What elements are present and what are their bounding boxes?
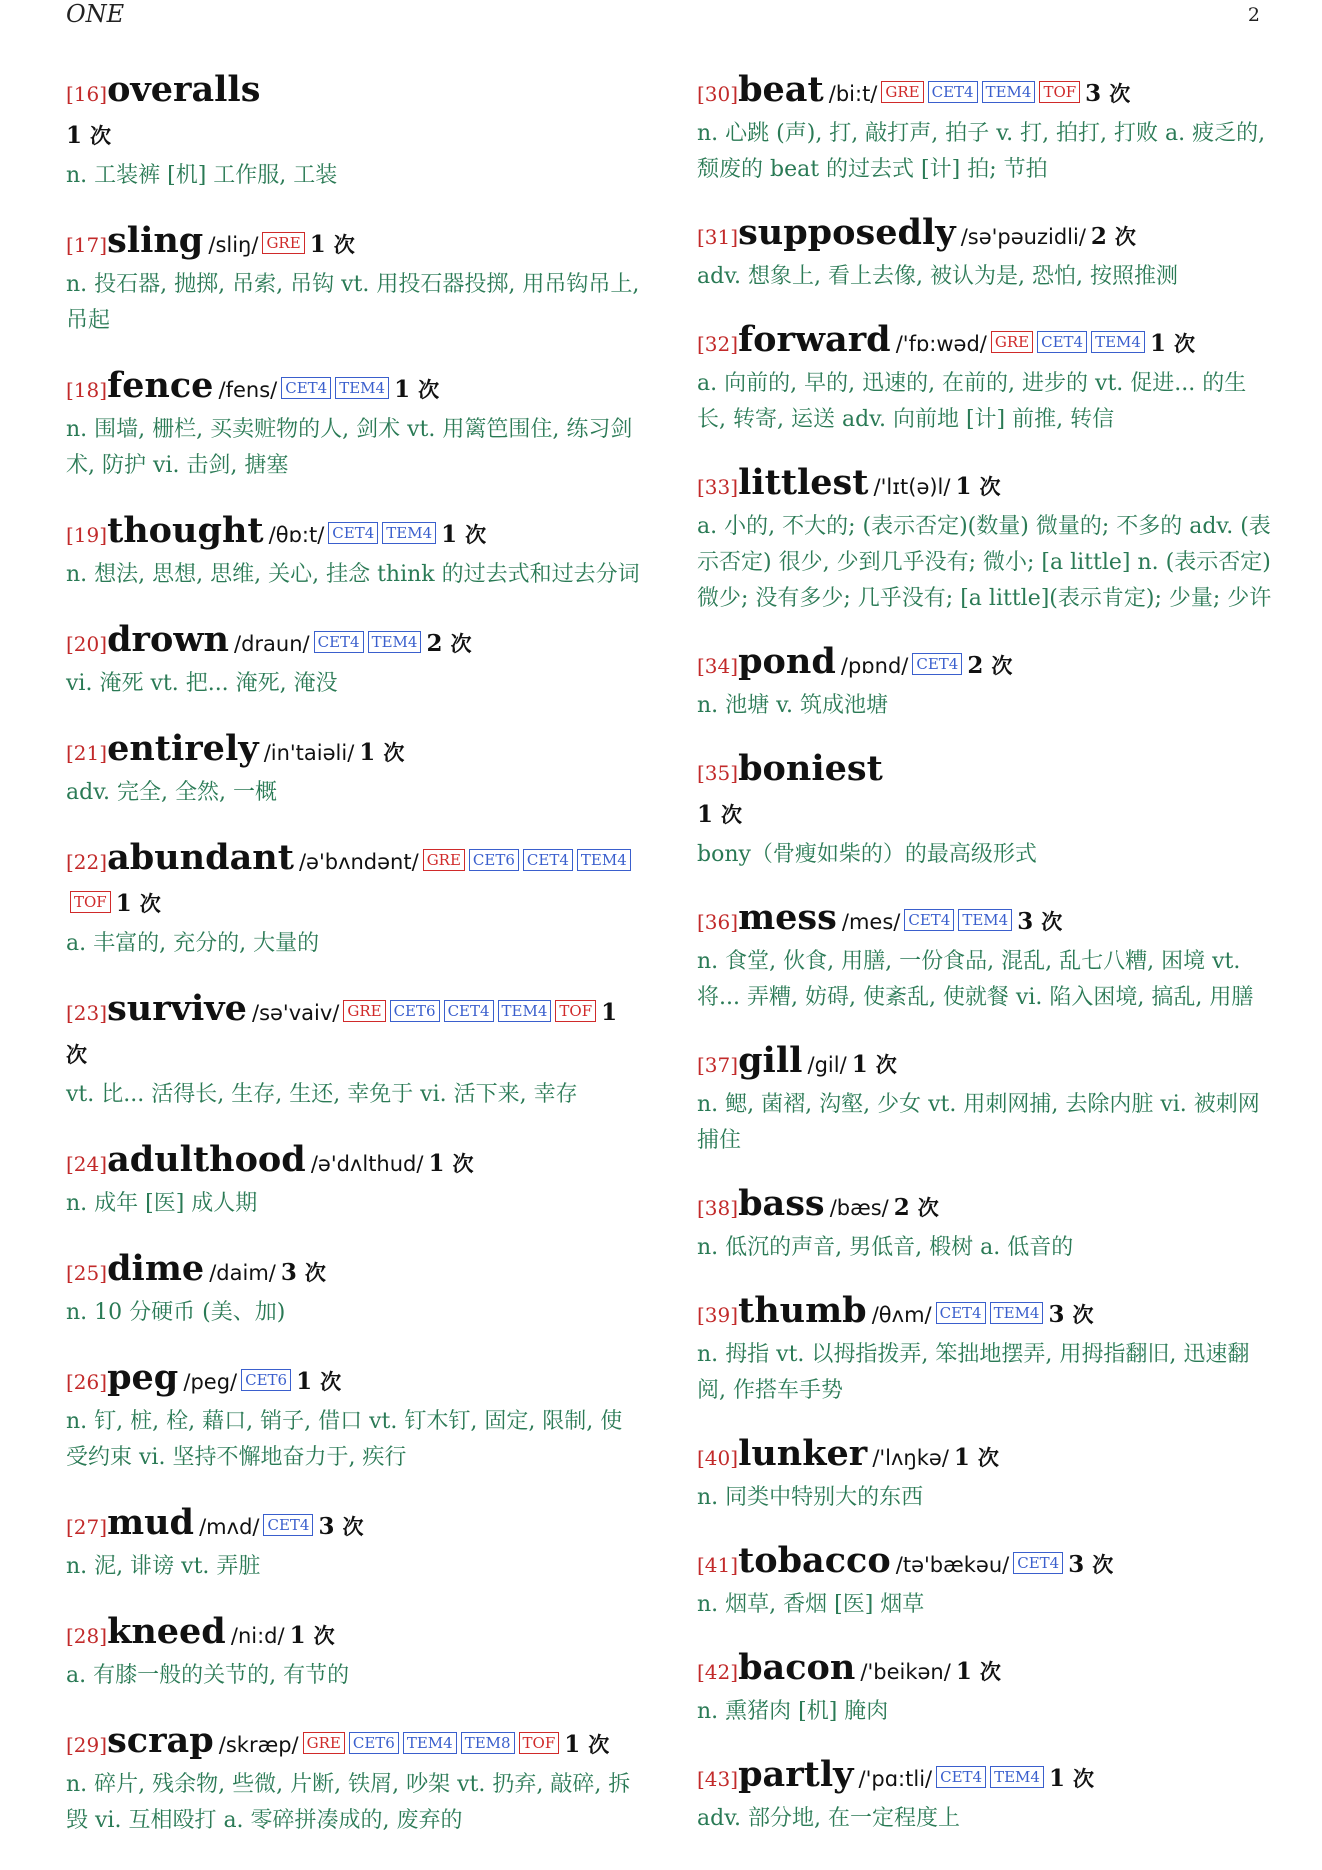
definition: n. 食堂, 伙食, 用膳, 一份食品, 混乱, 乱七八糟, 困境 vt. 将... 弄糟, 妨碍, 使紊乱, 使就餐 vi. 陷入困境, 搞乱, 用膳 — [697, 949, 1254, 1010]
entry-head — [697, 1434, 1275, 1480]
definition: n. 成年 [医] 成人期 — [66, 1191, 258, 1216]
entry-head — [697, 463, 1275, 509]
definition: n. 池塘 v. 筑成池塘 — [697, 693, 888, 718]
count-unit: 次 — [1092, 1552, 1114, 1577]
exam-tag: TEM4 — [382, 522, 436, 544]
headword: drown — [107, 619, 229, 660]
entry-number: [39] — [697, 1303, 739, 1327]
count-unit: 次 — [320, 1369, 342, 1394]
headword: forward — [738, 319, 891, 360]
count-unit: 次 — [66, 1042, 87, 1067]
definition: adv. 部分地, 在一定程度上 — [697, 1806, 960, 1831]
entry-number: [42] — [697, 1660, 739, 1684]
headword: abundant — [107, 837, 294, 878]
count-value: 1 — [296, 1368, 313, 1395]
count-unit: 次 — [917, 1195, 939, 1220]
count-value: 1 — [115, 890, 132, 917]
count-unit: 次 — [1072, 1766, 1094, 1791]
entry-head — [697, 898, 1275, 944]
vocab-entry — [66, 221, 641, 339]
entry-head — [697, 213, 1275, 259]
definition: adv. 完全, 全然, 一概 — [66, 780, 277, 805]
definition: n. 拇指 vt. 以拇指拨弄, 笨拙地摆弄, 用拇指翻旧, 迅速翻阅, 作搭车手势 — [697, 1342, 1250, 1403]
phonetic: /gil/ — [807, 1053, 847, 1077]
vocab-entry — [66, 1249, 641, 1331]
count-unit: 次 — [875, 1052, 897, 1077]
entry-number: [19] — [66, 523, 108, 547]
count-value: 1 — [955, 473, 972, 500]
headword: pond — [738, 641, 836, 682]
definition: n. 钉, 桩, 栓, 藉口, 销子, 借口 vt. 钉木钉, 固定, 限制, 使受约束 vi. 坚持不懈地奋力于, 疾行 — [66, 1409, 623, 1470]
entry-number: [37] — [697, 1053, 739, 1077]
entry-head — [66, 511, 641, 557]
entry-number: [36] — [697, 910, 739, 934]
entry-number: [33] — [697, 475, 739, 499]
headword: gill — [738, 1040, 803, 1081]
count-unit: 次 — [721, 802, 743, 827]
headword: mud — [107, 1502, 195, 1543]
entry-head — [697, 1184, 1275, 1230]
exam-tag: TEM4 — [982, 81, 1036, 103]
entry-head — [697, 642, 1275, 688]
phonetic: /θʌm/ — [871, 1303, 932, 1327]
count-unit: 次 — [991, 653, 1013, 678]
definition: n. 同类中特别大的东西 — [697, 1485, 924, 1510]
definition: n. 工装裤 [机] 工作服, 工装 — [66, 163, 338, 188]
phonetic: /'fɒ:wəd/ — [895, 332, 987, 356]
count-unit: 次 — [452, 1151, 474, 1176]
occurrence-count — [66, 122, 111, 149]
vocab-entry — [697, 1541, 1275, 1623]
count-unit: 次 — [333, 232, 355, 257]
entry-number: [21] — [66, 741, 108, 765]
count-unit: 次 — [342, 1514, 364, 1539]
exam-tag: TEM4 — [577, 849, 631, 871]
occurrence-count — [1048, 1301, 1093, 1328]
entry-head — [66, 1358, 641, 1404]
phonetic: /draun/ — [234, 632, 310, 656]
definition: a. 有膝一般的关节的, 有节的 — [66, 1663, 350, 1688]
entry-head — [66, 221, 641, 267]
count-value: 3 — [1068, 1551, 1085, 1578]
occurrence-count — [310, 231, 355, 258]
entry-head — [697, 320, 1275, 366]
phonetic: /'pɑ:tli/ — [858, 1767, 933, 1791]
entry-number: [29] — [66, 1733, 108, 1757]
definition: n. 想法, 思想, 思维, 关心, 挂念 think 的过去式和过去分词 — [66, 562, 640, 587]
occurrence-count — [894, 1194, 939, 1221]
count-unit: 次 — [139, 891, 161, 916]
exam-tag: CET4 — [328, 522, 378, 544]
entry-head — [66, 989, 641, 1077]
entry-number: [27] — [66, 1515, 108, 1539]
entry-number: [38] — [697, 1196, 739, 1220]
entry-number: [32] — [697, 332, 739, 356]
headword: bacon — [738, 1647, 856, 1688]
phonetic: /in'taiəli/ — [263, 741, 355, 765]
vocab-entry — [66, 366, 641, 484]
count-unit: 次 — [977, 1445, 999, 1470]
occurrence-count — [318, 1513, 363, 1540]
entry-number: [24] — [66, 1152, 108, 1176]
entry-number: [26] — [66, 1370, 108, 1394]
occurrence-count — [1068, 1551, 1113, 1578]
phonetic: /bæs/ — [829, 1196, 889, 1220]
count-value: 1 — [309, 231, 326, 258]
entry-head — [66, 1503, 641, 1549]
headword: thumb — [738, 1290, 867, 1331]
headword: survive — [107, 988, 247, 1029]
occurrence-count — [954, 1444, 999, 1471]
exam-tag: GRE — [991, 331, 1033, 353]
definition: a. 向前的, 早的, 迅速的, 在前的, 进步的 vt. 促进... 的生长, 转寄, 运送 adv. 向前地 [计] 前推, 转信 — [697, 371, 1247, 432]
count-value: 3 — [1048, 1301, 1065, 1328]
count-unit: 次 — [418, 377, 440, 402]
phonetic: /sliŋ/ — [208, 233, 259, 257]
occurrence-count — [1017, 908, 1062, 935]
count-line — [66, 116, 641, 158]
entry-number: [43] — [697, 1767, 739, 1791]
vocab-entry — [697, 1755, 1275, 1837]
count-value: 1 — [289, 1622, 306, 1649]
entry-number: [20] — [66, 632, 108, 656]
exam-tag: CET4 — [523, 849, 573, 871]
vocab-entry — [697, 1434, 1275, 1516]
exam-tag: GRE — [303, 1732, 345, 1754]
vocab-entry — [697, 642, 1275, 724]
count-value: 1 — [428, 1150, 445, 1177]
exam-tag: TEM8 — [461, 1732, 515, 1754]
phonetic: /daim/ — [209, 1261, 276, 1285]
phonetic: /ə'dʌlthud/ — [310, 1152, 424, 1176]
count-unit: 次 — [588, 1732, 610, 1757]
count-value: 1 — [601, 999, 618, 1026]
headword: supposedly — [738, 212, 956, 253]
exam-tag: CET4 — [912, 653, 962, 675]
count-unit: 次 — [1109, 81, 1131, 106]
definition: adv. 想象上, 看上去像, 被认为是, 恐怕, 按照推测 — [697, 264, 1178, 289]
vocab-entry — [66, 1721, 641, 1839]
phonetic: /mes/ — [841, 910, 901, 934]
count-value: 2 — [426, 630, 443, 657]
occurrence-count — [290, 1622, 335, 1649]
header-title: ONE — [66, 0, 125, 28]
entry-head — [66, 70, 641, 116]
vocab-entry — [66, 1140, 641, 1222]
entry-number: [31] — [697, 225, 739, 249]
vocab-entry — [66, 1612, 641, 1694]
exam-tag: TEM4 — [1091, 331, 1145, 353]
exam-tag: CET6 — [469, 849, 519, 871]
vocab-entry — [66, 838, 641, 962]
count-unit: 次 — [90, 123, 112, 148]
entry-head — [697, 1541, 1275, 1587]
vocab-entry — [697, 1291, 1275, 1409]
headword: littlest — [738, 462, 869, 503]
occurrence-count — [281, 1259, 326, 1286]
vocab-entry — [697, 213, 1275, 295]
occurrence-count — [428, 1150, 473, 1177]
exam-tag: GRE — [343, 1000, 385, 1022]
entry-number: [18] — [66, 378, 108, 402]
headword: scrap — [107, 1720, 214, 1761]
occurrence-count — [956, 1658, 1001, 1685]
definition: n. 鳃, 菌褶, 沟壑, 少女 vt. 用刺网捕, 去除内脏 vi. 被刺网捕住 — [697, 1092, 1260, 1153]
exam-tag: GRE — [881, 81, 923, 103]
count-unit: 次 — [979, 1659, 1001, 1684]
exam-tag: TOF — [555, 1000, 596, 1022]
exam-tag: TEM4 — [335, 377, 389, 399]
phonetic: /fens/ — [218, 378, 278, 402]
definition: vi. 淹死 vt. 把... 淹死, 淹没 — [66, 671, 338, 696]
count-value: 2 — [1090, 223, 1107, 250]
occurrence-count — [955, 473, 1000, 500]
entry-number: [28] — [66, 1624, 108, 1648]
occurrence-count — [116, 890, 161, 917]
entry-head — [66, 1140, 641, 1186]
count-value: 3 — [1017, 908, 1034, 935]
phonetic: /mʌd/ — [199, 1515, 260, 1539]
count-value: 2 — [893, 1194, 910, 1221]
occurrence-count — [426, 630, 471, 657]
vocab-entry — [66, 729, 641, 811]
phonetic: /'lʌŋkə/ — [872, 1446, 949, 1470]
vocab-entry — [66, 1503, 641, 1585]
headword: fence — [107, 365, 214, 406]
count-unit: 次 — [304, 1260, 326, 1285]
vocab-entry — [697, 1648, 1275, 1730]
exam-tag: TEM4 — [403, 1732, 457, 1754]
vocab-entry — [697, 463, 1275, 617]
occurrence-count — [359, 739, 404, 766]
headword: thought — [107, 510, 264, 551]
phonetic: /sə'pəuzidli/ — [960, 225, 1086, 249]
occurrence-count — [967, 652, 1012, 679]
phonetic: /'beikən/ — [860, 1660, 951, 1684]
exam-tag: TOF — [1039, 81, 1080, 103]
headword: partly — [738, 1754, 854, 1795]
entry-head — [66, 366, 641, 412]
phonetic: /peg/ — [183, 1370, 238, 1394]
vocab-entry — [697, 1184, 1275, 1266]
exam-tag: CET4 — [1037, 331, 1087, 353]
headword: dime — [107, 1248, 205, 1289]
phonetic: /'lɪt(ə)l/ — [873, 475, 951, 499]
vocab-entry — [697, 898, 1275, 1016]
count-value: 1 — [955, 1658, 972, 1685]
count-unit: 次 — [979, 474, 1001, 499]
exam-tag: CET4 — [281, 377, 331, 399]
entry-number: [41] — [697, 1553, 739, 1577]
entry-head — [66, 620, 641, 666]
entry-number: [16] — [66, 82, 108, 106]
phonetic: /tə'bækəu/ — [895, 1553, 1010, 1577]
exam-tag: CET4 — [904, 909, 954, 931]
exam-tag: GRE — [262, 232, 304, 254]
definition: n. 心跳 (声), 打, 敲打声, 拍子 v. 打, 拍打, 打败 a. 疲乏的, 颓废的 beat 的过去式 [计] 拍; 节拍 — [697, 121, 1266, 182]
entry-number: [40] — [697, 1446, 739, 1470]
vocab-entry — [66, 511, 641, 593]
phonetic: /pɒnd/ — [840, 654, 909, 678]
exam-tag: TEM4 — [368, 631, 422, 653]
entry-head — [697, 70, 1275, 116]
count-value: 1 — [66, 122, 83, 149]
count-unit: 次 — [1041, 909, 1063, 934]
count-value: 1 — [953, 1444, 970, 1471]
headword: mess — [738, 897, 837, 938]
count-value: 1 — [851, 1051, 868, 1078]
occurrence-count — [564, 1731, 609, 1758]
occurrence-count — [1091, 223, 1136, 250]
headword: adulthood — [107, 1139, 306, 1180]
headword: boniest — [738, 748, 883, 789]
count-line — [697, 795, 1275, 837]
vocab-entry — [697, 320, 1275, 438]
count-unit: 次 — [450, 631, 472, 656]
definition: n. 围墙, 栅栏, 买卖赃物的人, 剑术 vt. 用篱笆围住, 练习剑术, 防护 vi. 击剑, 搪塞 — [66, 417, 633, 478]
entry-head — [66, 729, 641, 775]
exam-tag: CET4 — [1013, 1552, 1063, 1574]
headword: entirely — [107, 728, 259, 769]
entry-number: [30] — [697, 82, 739, 106]
headword: tobacco — [738, 1540, 891, 1581]
entry-number: [34] — [697, 654, 739, 678]
phonetic: /θɒ:t/ — [268, 523, 325, 547]
count-value: 2 — [967, 652, 984, 679]
vocab-entry — [66, 989, 641, 1113]
definition: n. 泥, 诽谤 vt. 弄脏 — [66, 1554, 261, 1579]
occurrence-count — [1049, 1765, 1094, 1792]
headword: lunker — [738, 1433, 868, 1474]
phonetic: /ə'bʌndənt/ — [298, 850, 419, 874]
exam-tag: TEM4 — [990, 1302, 1044, 1324]
count-value: 3 — [280, 1259, 297, 1286]
definition: n. 投石器, 抛掷, 吊索, 吊钩 vt. 用投石器投掷, 用吊钩吊上, 吊起 — [66, 272, 640, 333]
exam-tag: TEM4 — [958, 909, 1012, 931]
headword: bass — [738, 1183, 825, 1224]
count-unit: 次 — [465, 522, 487, 547]
count-unit: 次 — [1072, 1302, 1094, 1327]
occurrence-count — [296, 1368, 341, 1395]
occurrence-count — [697, 801, 742, 828]
exam-tag: CET4 — [936, 1302, 986, 1324]
exam-tag: CET4 — [936, 1766, 986, 1788]
occurrence-count — [1150, 330, 1195, 357]
definition: n. 烟草, 香烟 [医] 烟草 — [697, 1592, 925, 1617]
occurrence-count — [394, 376, 439, 403]
entry-number: [23] — [66, 1001, 108, 1025]
phonetic: /sə'vaiv/ — [252, 1001, 340, 1025]
entry-head — [697, 1648, 1275, 1694]
right-column — [697, 70, 1275, 1862]
count-unit: 次 — [313, 1623, 335, 1648]
count-value: 1 — [697, 801, 714, 828]
left-column — [66, 70, 641, 1866]
definition: bony（骨瘦如柴的）的最高级形式 — [697, 842, 1037, 867]
exam-tag: CET4 — [314, 631, 364, 653]
count-value: 3 — [318, 1513, 335, 1540]
exam-tag: CET6 — [349, 1732, 399, 1754]
headword: peg — [107, 1357, 179, 1398]
entry-head — [66, 1721, 641, 1767]
entry-head — [697, 1291, 1275, 1337]
definition: vt. 比... 活得长, 生存, 生还, 幸免于 vi. 活下来, 幸存 — [66, 1082, 578, 1107]
vocab-entry — [697, 1041, 1275, 1159]
definition: a. 小的, 不大的; (表示否定)(数量) 微量的; 不多的 adv. (表示否定) 很少, 少到几乎没有; 微小; [a little] n. (表示否定) 微少; 没有多少; 几乎没有; [a little](表示肯定); 少量; 少许 — [697, 514, 1272, 611]
headword: kneed — [107, 1611, 226, 1652]
definition: n. 碎片, 残余物, 些微, 片断, 铁屑, 吵架 vt. 扔弃, 敲碎, 拆毁 vi. 互相殴打 a. 零碎拼凑成的, 废弃的 — [66, 1772, 631, 1833]
definition: a. 丰富的, 充分的, 大量的 — [66, 931, 320, 956]
entry-head — [66, 1249, 641, 1295]
count-value: 1 — [441, 521, 458, 548]
count-unit: 次 — [1173, 331, 1195, 356]
exam-tag: TEM4 — [990, 1766, 1044, 1788]
exam-tag: CET6 — [390, 1000, 440, 1022]
entry-number: [17] — [66, 233, 108, 257]
headword: beat — [738, 69, 824, 110]
entry-number: [35] — [697, 761, 739, 785]
vocab-entry — [66, 1358, 641, 1476]
page-number: 2 — [1247, 4, 1260, 26]
exam-tag: CET6 — [241, 1369, 291, 1391]
headword: overalls — [107, 69, 261, 110]
exam-tag: TOF — [70, 891, 111, 913]
vocab-entry — [697, 749, 1275, 873]
exam-tag: TEM4 — [498, 1000, 552, 1022]
exam-tag: CET4 — [928, 81, 978, 103]
entry-head — [697, 1041, 1275, 1087]
definition: n. 熏猪肉 [机] 腌肉 — [697, 1699, 889, 1724]
count-value: 1 — [394, 376, 411, 403]
definition: n. 10 分硬币 (美、加) — [66, 1300, 286, 1325]
entry-number: [22] — [66, 850, 108, 874]
phonetic: /bi:t/ — [828, 82, 878, 106]
occurrence-count — [1085, 80, 1130, 107]
count-unit: 次 — [383, 740, 405, 765]
count-value: 1 — [359, 739, 376, 766]
vocab-entry — [66, 70, 641, 194]
exam-tag: CET4 — [263, 1514, 313, 1536]
definition: n. 低沉的声音, 男低音, 椴树 a. 低音的 — [697, 1235, 1074, 1260]
count-value: 1 — [1149, 330, 1166, 357]
entry-head — [66, 838, 641, 926]
vocab-entry — [697, 70, 1275, 188]
phonetic: /skræp/ — [218, 1733, 299, 1757]
entry-number: [25] — [66, 1261, 108, 1285]
headword: sling — [107, 220, 204, 261]
occurrence-count — [852, 1051, 897, 1078]
count-value: 3 — [1085, 80, 1102, 107]
count-unit: 次 — [1114, 224, 1136, 249]
occurrence-count — [441, 521, 486, 548]
entry-head — [697, 749, 1275, 795]
phonetic: /ni:d/ — [230, 1624, 285, 1648]
count-value: 1 — [564, 1731, 581, 1758]
vocab-entry — [66, 620, 641, 702]
count-value: 1 — [1048, 1765, 1065, 1792]
exam-tag: TOF — [519, 1732, 560, 1754]
entry-head — [66, 1612, 641, 1658]
exam-tag: CET4 — [444, 1000, 494, 1022]
entry-head — [697, 1755, 1275, 1801]
exam-tag: GRE — [423, 849, 465, 871]
